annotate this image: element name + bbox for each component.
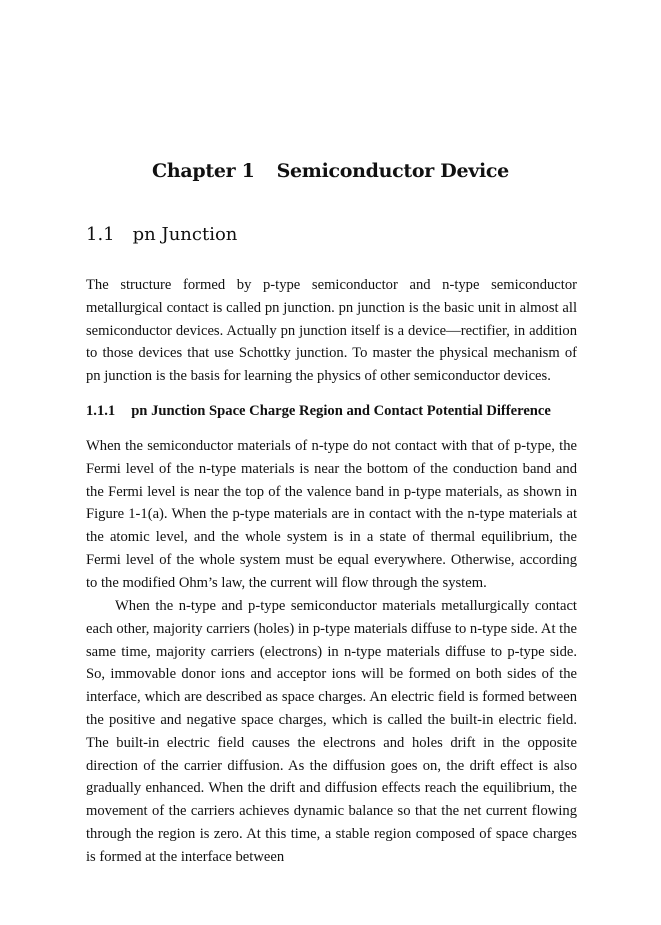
subsection-title — [86, 403, 551, 420]
chapter-number: Chapter 1 — [152, 160, 255, 182]
section-name: pn Junction — [132, 224, 238, 245]
paragraph-fermi-level — [86, 435, 577, 595]
subsection-name: pn Junction Space Charge Region and Contact Potential Difference — [131, 403, 551, 419]
paragraph-intro — [86, 274, 577, 388]
paragraph-text: When the n-type and p-type semiconductor materials metallurgically contact each other, majority carriers (holes) in p-type materials diffuse to n-type side. At the same time, majority carriers (electrons) in n-type materials diffuse to p-type side. So, immovable donor ions and acceptor ions will be formed on both sides of the interface, which are described as space charges. An electric field is formed between the positive and negative space charges, which is called the built-in electric field. The built-in electric field causes the electrons and holes drift in the opposite direction of the carrier diffusion. As the diffusion goes on, the drift effect is also gradually enhanced. When the drift and diffusion effects reach the equilibrium, the movement of the carriers achieves dynamic balance so that the net current flowing through the region is zero. At this time, a stable region composed of space charges is formed at the interface between — [86, 598, 577, 865]
section-title — [86, 224, 237, 245]
paragraph-diffusion — [86, 595, 577, 869]
chapter-title — [0, 160, 661, 182]
subsection-number: 1.1.1 — [86, 403, 116, 419]
section-number: 1.1 — [86, 224, 115, 245]
chapter-name: Semiconductor Device — [276, 160, 509, 182]
paragraph-text: When the semiconductor materials of n-type do not contact with that of p-type, the Fermi level of the n-type materials is near the bottom of the conduction band and the Fermi level is near the top of the valence band in p-type materials, as shown in Figure 1-1(a). When the p-type materials are in contact with the n-type materials at the atomic level, and the whole system is in a state of thermal equilibrium, the Fermi level of the whole system must be equal everywhere. Otherwise, according to the modified Ohm’s law, the current will flow through the system. — [86, 438, 577, 591]
paragraph-text: The structure formed by p-type semiconductor and n-type semiconductor metallurgical contact is called pn junction. pn junction is the basic unit in almost all semiconductor devices. Actually pn junction itself is a device—rectifier, in addition to those devices that use Schottky junction. To master the physical mechanism of pn junction is the basis for learning the physics of other semiconductor devices. — [86, 277, 577, 385]
